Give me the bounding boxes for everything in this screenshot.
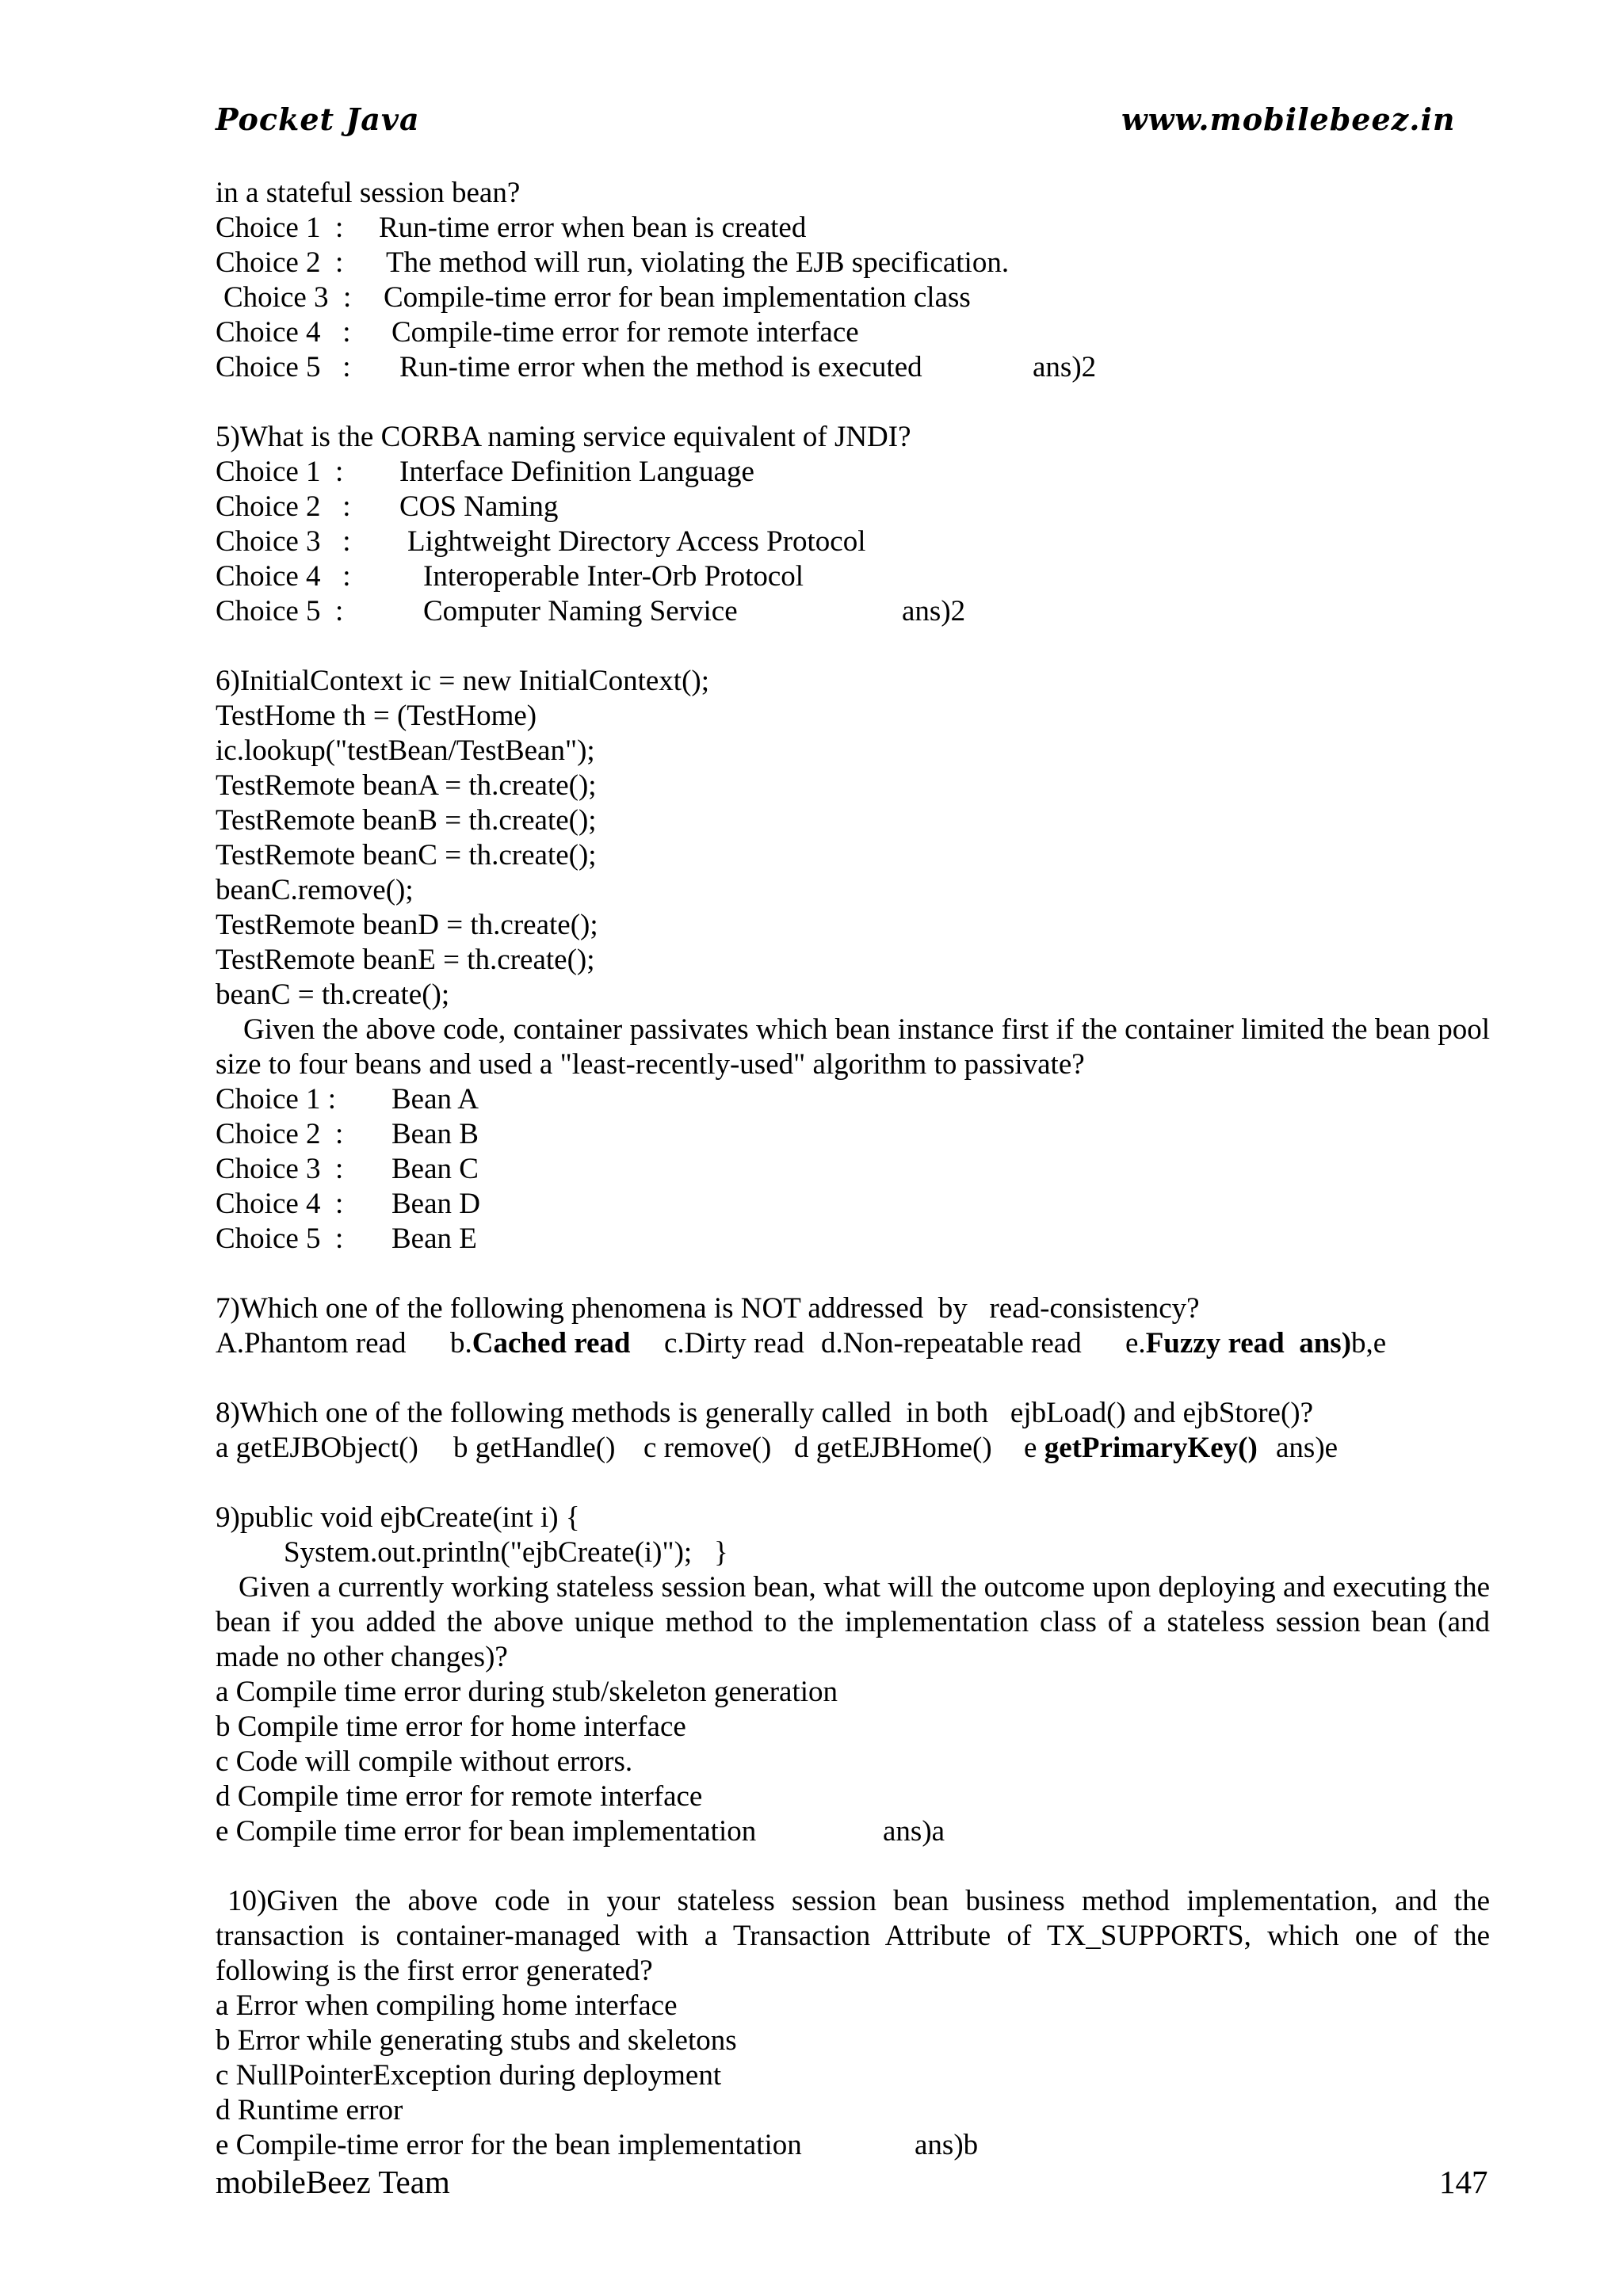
page-number: 147 <box>1439 2164 1488 2200</box>
answer: ans)2 <box>902 595 966 627</box>
code-line: TestRemote beanB = th.create(); <box>216 804 597 837</box>
code-line: beanC.remove(); <box>216 874 414 906</box>
option-line: e Compile-time error for the bean implementation ans)b <box>216 2129 979 2161</box>
footer-team: mobileBeez Team <box>216 2164 450 2200</box>
option-line: d Compile time error for remote interface <box>216 1780 703 1813</box>
option-line: e Compile time error for bean implementation ans)a <box>216 1815 945 1848</box>
option-line: b Compile time error for home interface <box>216 1711 686 1743</box>
question-stem: 8)Which one of the following methods is generally called in both ejbLoad() and ejbStore()? <box>216 1397 1314 1429</box>
code-line: 9)public void ejbCreate(int i) { <box>216 1501 580 1534</box>
option-line: a Compile time error during stub/skeleton generation <box>216 1676 838 1708</box>
option-line: d Runtime error <box>216 2094 403 2126</box>
question-stem: in a stateful session bean? <box>216 177 521 209</box>
option-line: c Code will compile without errors. <box>216 1745 633 1778</box>
question-text: Given the above code, container passivates which bean instance first if the container limited the bean pool size to four beans and used a "least-recently-used" algorithm to passivate? <box>216 1013 1490 1081</box>
code-line: TestHome th = (TestHome) <box>216 700 537 732</box>
answer: ans)e <box>1276 1432 1338 1464</box>
answer: ans)b <box>915 2129 979 2161</box>
code-line: TestRemote beanC = th.create(); <box>216 839 597 871</box>
code-line: ic.lookup("testBean/TestBean"); <box>216 734 595 767</box>
code-line: System.out.println("ejbCreate(i)"); } <box>284 1536 728 1569</box>
option-line: b Error while generating stubs and skeletons <box>216 2024 737 2057</box>
code-line: beanC = th.create(); <box>216 978 450 1011</box>
question-text: 10)Given the above code in your stateless session bean business method implementation, and the transaction is container-managed with a Transaction Attribute of TX_SUPPORTS, which one of the following is the first error generated? <box>216 1885 1490 1987</box>
header-title: Pocket Java <box>216 101 420 137</box>
code-line: TestRemote beanA = th.create(); <box>216 769 597 802</box>
answer: ans)a <box>883 1815 945 1848</box>
option-line: c NullPointerException during deployment <box>216 2059 722 2092</box>
code-line: 6)InitialContext ic = new InitialContext(); <box>216 665 710 697</box>
question-stem: 7)Which one of the following phenomena is NOT addressed by read-consistency? <box>216 1292 1200 1325</box>
code-line: TestRemote beanD = th.create(); <box>216 909 598 941</box>
option-line: a Error when compiling home interface <box>216 1989 678 2022</box>
question-text: Given a currently working stateless session bean, what will the outcome upon deploying and executing the bean if you added the above unique method to the implementation class of a stateless session bean (and made no other changes)? <box>216 1571 1490 1673</box>
question-stem: 5)What is the CORBA naming service equivalent of JNDI? <box>216 421 911 453</box>
header-url: www.mobilebeez.in <box>1121 101 1456 137</box>
code-line: TestRemote beanE = th.create(); <box>216 944 595 976</box>
answer: ans)2 <box>1033 351 1097 383</box>
